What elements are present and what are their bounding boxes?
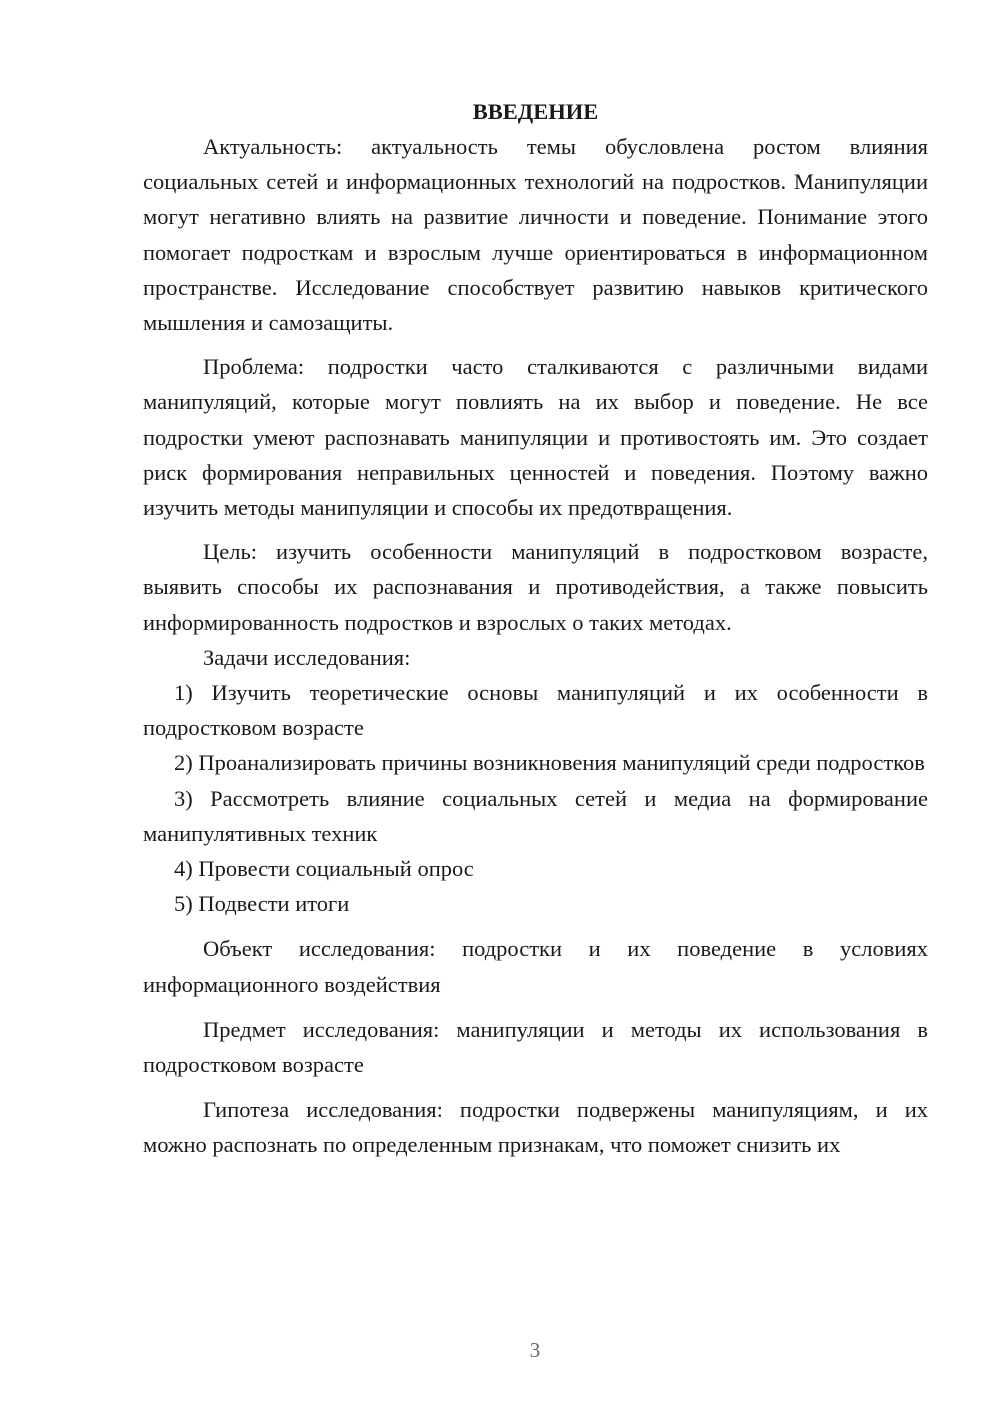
- object-paragraph: Объект исследования: подростки и их поведение в условиях информационного воздействия: [143, 936, 928, 997]
- hypothesis-paragraph: Гипотеза исследования: подростки подвержены манипуляциям, и их можно распознать по определенным признакам, что поможет снизить их: [143, 1097, 928, 1158]
- document-body: [143, 94, 928, 1163]
- task-item-3: 3) Рассмотреть влияние социальных сетей и медиа на формирование манипулятивных техник: [143, 785, 928, 846]
- subject-paragraph: Предмет исследования: манипуляции и методы их использования в подростковом возрасте: [143, 1016, 928, 1078]
- task-item-5: 5) Подвести итоги: [174, 891, 350, 917]
- task-item-1: 1) Изучить теоретические основы манипуляций и их особенности в подростковом возрасте: [143, 680, 928, 741]
- page-number: 3: [529, 1338, 541, 1362]
- relevance-paragraph: Актуальность: актуальность темы обусловлена ростом влияния социальных сетей и информационных технологий на подростков. Манипуляции могут негативно влиять на развитие личности и поведение. Понимание этого помогает подросткам и взрослым лучше ориентироваться в информационном пространстве. Исследование способствует развитию навыков критического мышления и самозащиты.: [143, 134, 928, 336]
- section-heading: ВВЕДЕНИЕ: [472, 99, 599, 124]
- task-item-2: 2) Проанализировать причины возникновения манипуляций среди подростков: [174, 750, 925, 776]
- goal-paragraph: Цель: изучить особенности манипуляций в подростковом возрасте, выявить способы их распознавания и противодействия, а также повысить информированность подростков и взрослых о таких методах.: [143, 539, 928, 635]
- problem-paragraph: Проблема: подростки часто сталкиваются с различными видами манипуляций, которые могут повлиять на их выбор и поведение. Не все подростки умеют распознавать манипуляции и противостоять им. Это создает риск формирования неправильных ценностей и поведения. Поэтому важно изучить методы манипуляции и способы их предотвращения.: [143, 354, 928, 521]
- tasks-heading: Задачи исследования:: [203, 644, 411, 670]
- task-item-4: 4) Провести социальный опрос: [174, 856, 474, 882]
